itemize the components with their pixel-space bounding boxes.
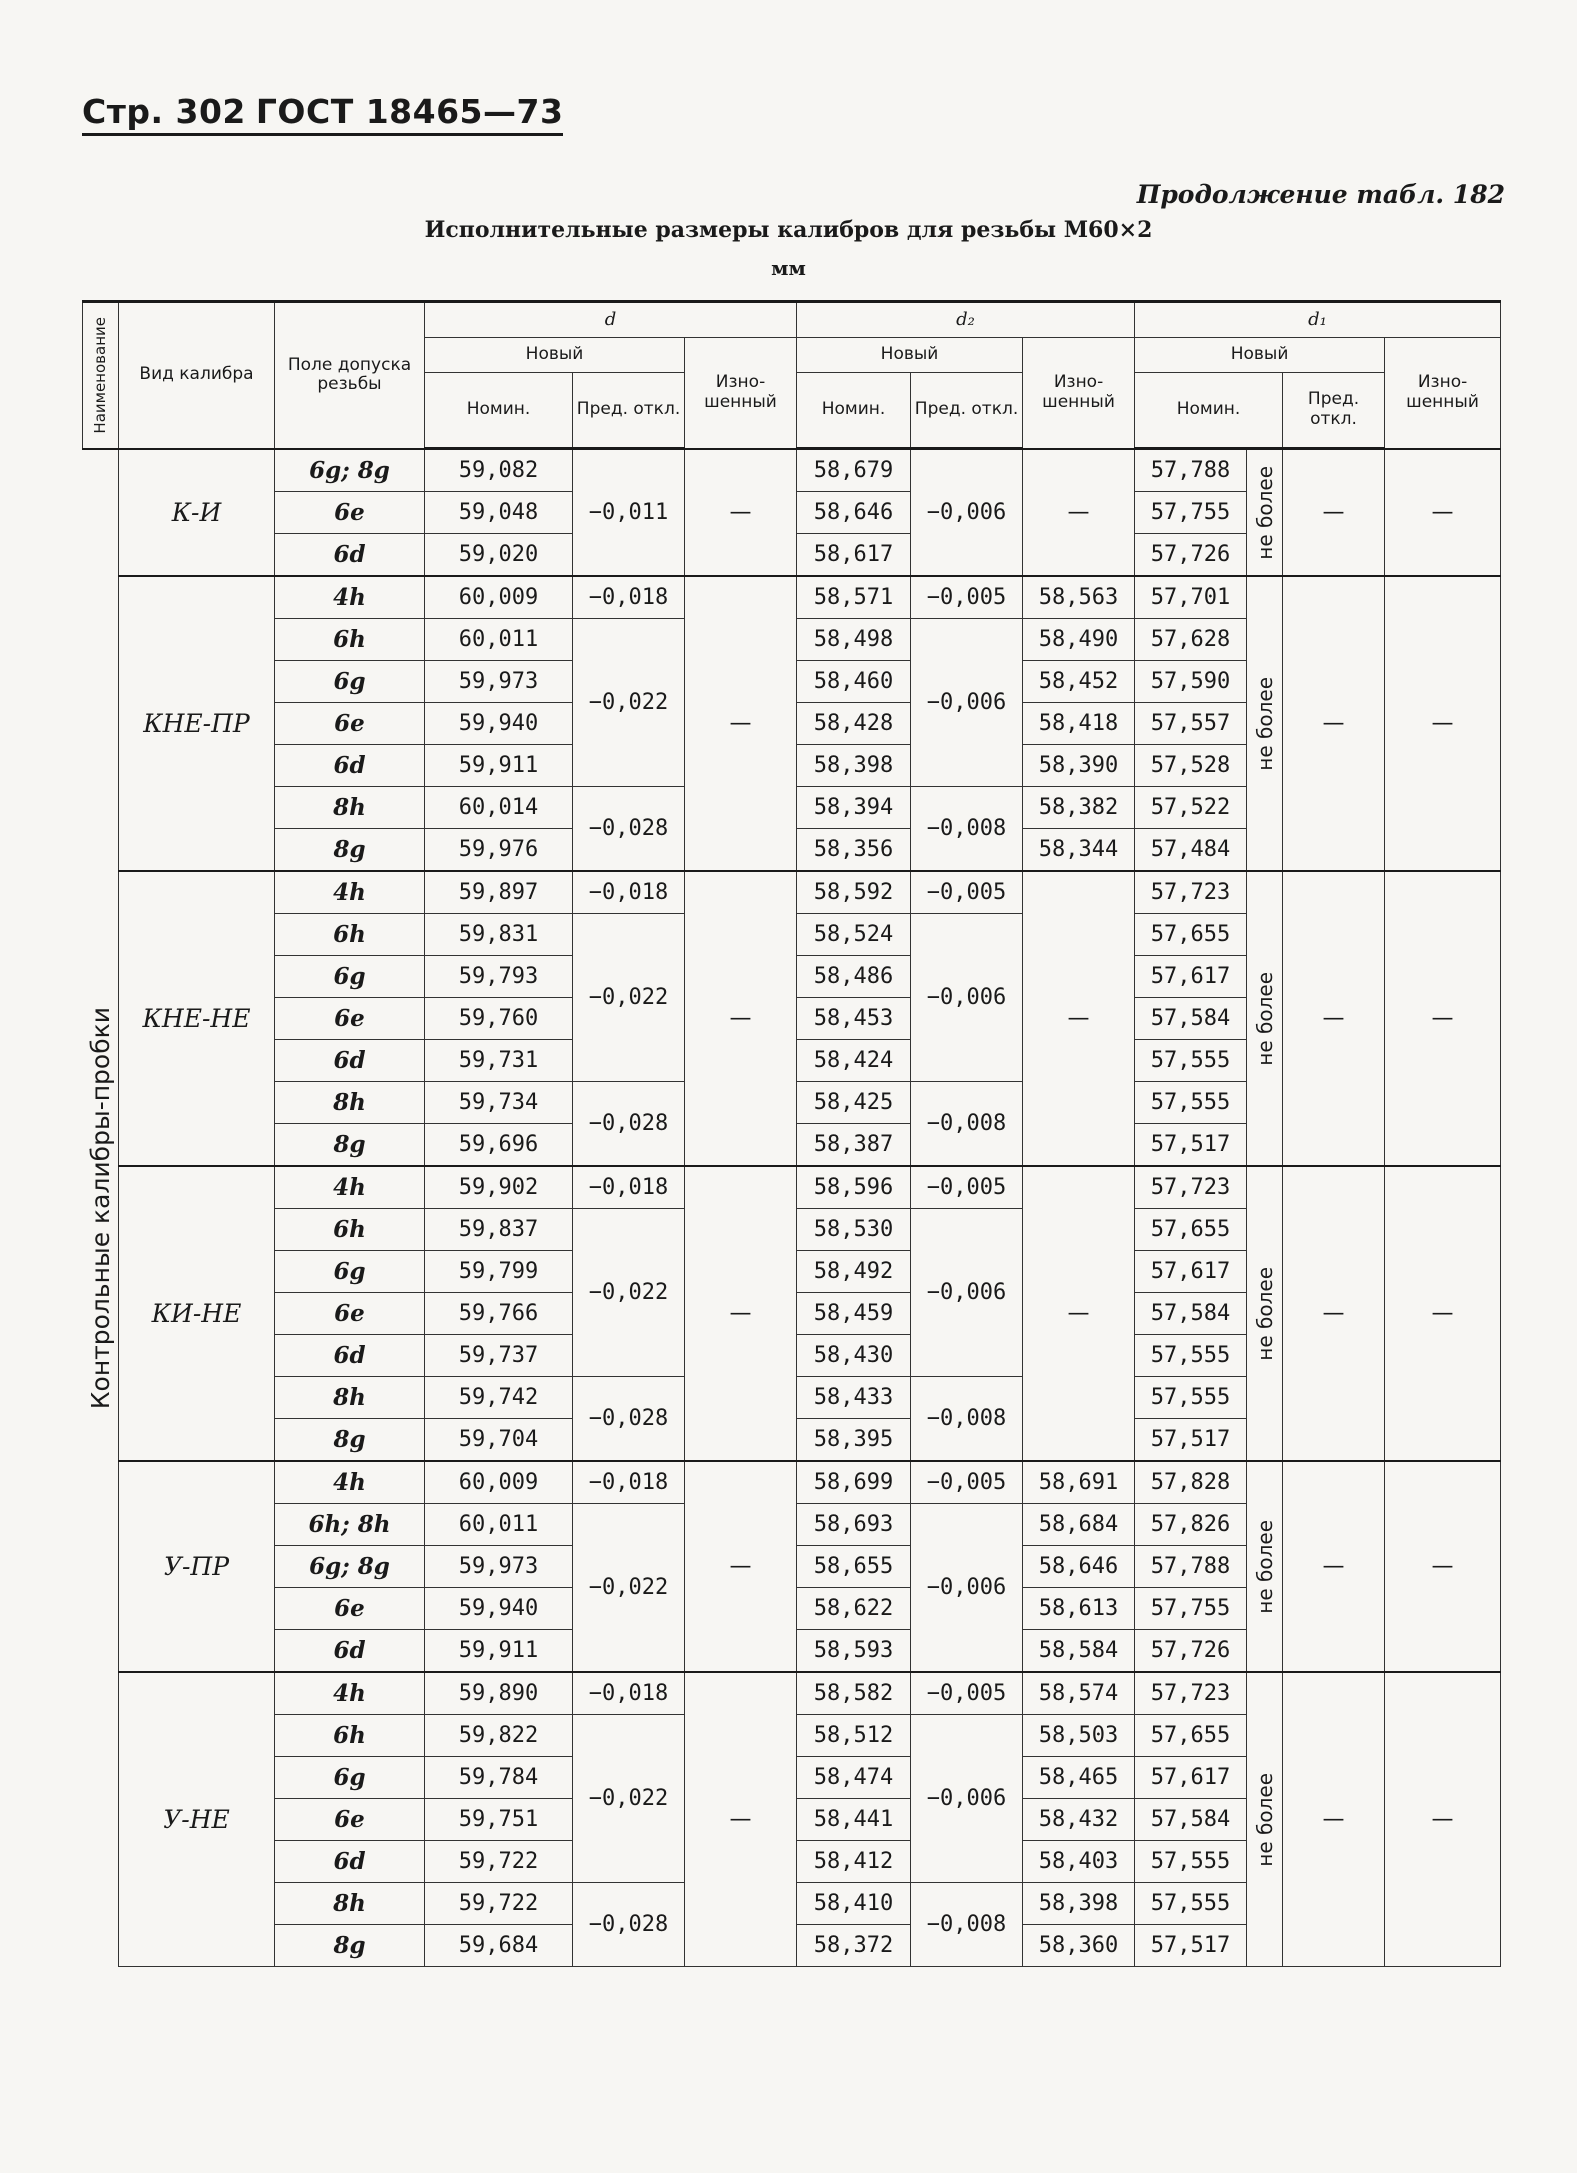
d2-deviation: −0,006 (911, 914, 1023, 1082)
d2-deviation: −0,005 (911, 576, 1023, 619)
d1-nominal: 57,584 (1135, 998, 1247, 1040)
d2-nominal: 58,410 (797, 1883, 911, 1925)
gauge-kind: У-ПР (119, 1461, 275, 1672)
d2-nominal: 58,622 (797, 1588, 911, 1630)
d-nominal: 59,902 (425, 1166, 573, 1209)
d2-deviation: −0,006 (911, 1209, 1023, 1377)
d-deviation: −0,022 (573, 619, 685, 787)
tolerance-field: 6g (275, 1757, 425, 1799)
d1-nominal: 57,701 (1135, 576, 1247, 619)
tolerance-field: 8h (275, 1377, 425, 1419)
d2-nominal: 58,699 (797, 1461, 911, 1504)
d2-nominal: 58,424 (797, 1040, 911, 1082)
d2-worn: 58,452 (1023, 661, 1135, 703)
d-nominal: 59,742 (425, 1377, 573, 1419)
d-nominal: 59,731 (425, 1040, 573, 1082)
table-row (83, 1166, 1501, 1209)
d1-nominal: 57,788 (1135, 1546, 1247, 1588)
d2-worn: 58,390 (1023, 745, 1135, 787)
d-worn: — (685, 1672, 797, 1967)
row-group-label (83, 449, 119, 1967)
d-deviation: −0,028 (573, 1377, 685, 1462)
d1-worn: — (1385, 871, 1501, 1166)
d-deviation: −0,018 (573, 1461, 685, 1504)
d1-nominal: 57,617 (1135, 1251, 1247, 1293)
d-nominal: 59,734 (425, 1082, 573, 1124)
tolerance-field: 4h (275, 1166, 425, 1209)
tolerance-field: 8h (275, 1883, 425, 1925)
d1-nominal: 57,726 (1135, 1630, 1247, 1673)
table-row (83, 449, 1501, 492)
standard-number: ГОСТ 18465—73 (255, 92, 564, 131)
d-deviation: −0,018 (573, 576, 685, 619)
not-more-text: не более (1252, 1772, 1277, 1867)
d1-nominal: 57,484 (1135, 829, 1247, 872)
d2-nominal: 58,394 (797, 787, 911, 829)
d1-nominal: 57,555 (1135, 1040, 1247, 1082)
d2-worn: 58,503 (1023, 1715, 1135, 1757)
d2-nominal: 58,512 (797, 1715, 911, 1757)
d2-deviation: −0,006 (911, 619, 1023, 787)
d2-worn: 58,490 (1023, 619, 1135, 661)
d-nominal: 59,760 (425, 998, 573, 1040)
d1-worn-header: Изно-шенный (1385, 338, 1501, 449)
not-more-text: не более (1252, 971, 1277, 1066)
d-nominal: 59,082 (425, 449, 573, 492)
d2-worn: — (1023, 449, 1135, 577)
col-tolerance-header: Поле допуска резьбы (275, 302, 425, 449)
d1-nom-header: Номин. (1135, 373, 1283, 449)
d-nominal: 59,831 (425, 914, 573, 956)
d-nominal: 59,799 (425, 1251, 573, 1293)
d1-deviation: — (1283, 1672, 1385, 1967)
d-nominal: 60,009 (425, 1461, 573, 1504)
tolerance-field: 6h; 8h (275, 1504, 425, 1546)
tolerance-field: 6h (275, 1209, 425, 1251)
d1-nominal: 57,723 (1135, 871, 1247, 914)
d1-nominal: 57,517 (1135, 1124, 1247, 1167)
table-row (83, 1461, 1501, 1504)
d2-nominal: 58,593 (797, 1630, 911, 1673)
d1-nominal: 57,557 (1135, 703, 1247, 745)
d2-nominal: 58,356 (797, 829, 911, 872)
d1-nominal: 57,655 (1135, 1209, 1247, 1251)
d-new-header: Новый (425, 338, 685, 373)
d-nominal: 59,837 (425, 1209, 573, 1251)
gauge-kind: К-И (119, 449, 275, 577)
d2-dev-header: Пред. откл. (911, 373, 1023, 449)
tolerance-field: 6g (275, 956, 425, 998)
d1-nominal: 57,522 (1135, 787, 1247, 829)
d-deviation: −0,022 (573, 1504, 685, 1673)
d-nominal: 59,976 (425, 829, 573, 872)
tolerance-field: 8g (275, 1124, 425, 1167)
d2-worn-header: Изно-шенный (1023, 338, 1135, 449)
d1-worn: — (1385, 1672, 1501, 1967)
tolerance-field: 6h (275, 914, 425, 956)
tolerance-field: 6e (275, 703, 425, 745)
tolerance-field: 6e (275, 1588, 425, 1630)
d-nominal: 59,704 (425, 1419, 573, 1462)
table-body (83, 449, 1501, 1967)
d1-not-more-note (1247, 1166, 1283, 1461)
d-nominal: 59,684 (425, 1925, 573, 1967)
col-kind-header: Вид калибра (119, 302, 275, 449)
d2-nominal: 58,441 (797, 1799, 911, 1841)
d2-worn: 58,360 (1023, 1925, 1135, 1967)
d-worn: — (685, 1166, 797, 1461)
d2-nominal: 58,592 (797, 871, 911, 914)
d1-nominal: 57,755 (1135, 492, 1247, 534)
d-nominal: 59,911 (425, 1630, 573, 1673)
d2-worn: 58,584 (1023, 1630, 1135, 1673)
d2-deviation: −0,006 (911, 1504, 1023, 1673)
gauge-kind: КНЕ-ПР (119, 576, 275, 871)
d-deviation: −0,011 (573, 449, 685, 577)
d1-nominal: 57,755 (1135, 1588, 1247, 1630)
d2-deviation: −0,008 (911, 1082, 1023, 1167)
not-more-text: не более (1252, 1266, 1277, 1361)
tolerance-field: 6d (275, 1040, 425, 1082)
d2-deviation: −0,008 (911, 787, 1023, 872)
d2-nominal: 58,398 (797, 745, 911, 787)
d2-nominal: 58,524 (797, 914, 911, 956)
d-deviation: −0,022 (573, 1209, 685, 1377)
d-nominal: 59,784 (425, 1757, 573, 1799)
d2-nominal: 58,459 (797, 1293, 911, 1335)
tolerance-field: 6h (275, 1715, 425, 1757)
d2-deviation: −0,005 (911, 1461, 1023, 1504)
d2-worn: 58,432 (1023, 1799, 1135, 1841)
d-nominal: 59,751 (425, 1799, 573, 1841)
d2-nominal: 58,372 (797, 1925, 911, 1967)
d-nominal: 59,973 (425, 1546, 573, 1588)
d2-worn: 58,418 (1023, 703, 1135, 745)
d-nominal: 60,014 (425, 787, 573, 829)
d2-worn: 58,691 (1023, 1461, 1135, 1504)
tolerance-field: 8h (275, 1082, 425, 1124)
d2-nominal: 58,430 (797, 1335, 911, 1377)
d-deviation: −0,022 (573, 1715, 685, 1883)
d2-deviation: −0,005 (911, 1166, 1023, 1209)
d2-nominal: 58,655 (797, 1546, 911, 1588)
d1-worn: — (1385, 1166, 1501, 1461)
d2-nominal: 58,646 (797, 492, 911, 534)
d-nom-header: Номин. (425, 373, 573, 449)
d-nominal: 59,940 (425, 703, 573, 745)
d1-nominal: 57,517 (1135, 1419, 1247, 1462)
d1-nominal: 57,723 (1135, 1672, 1247, 1715)
d2-worn: — (1023, 871, 1135, 1166)
d-worn: — (685, 871, 797, 1166)
tolerance-field: 8g (275, 1925, 425, 1967)
not-more-text: не более (1252, 465, 1277, 560)
d1-nominal: 57,617 (1135, 1757, 1247, 1799)
d1-nominal: 57,555 (1135, 1082, 1247, 1124)
d1-nominal: 57,555 (1135, 1883, 1247, 1925)
d2-worn: 58,398 (1023, 1883, 1135, 1925)
d-nominal: 59,696 (425, 1124, 573, 1167)
gauge-table (82, 300, 1501, 1967)
d2-deviation: −0,006 (911, 449, 1023, 577)
d2-worn: 58,382 (1023, 787, 1135, 829)
d1-not-more-note (1247, 449, 1283, 577)
d-nominal: 59,020 (425, 534, 573, 577)
tolerance-field: 6g; 8g (275, 449, 425, 492)
d2-nominal: 58,693 (797, 1504, 911, 1546)
d2-nominal: 58,486 (797, 956, 911, 998)
tolerance-field: 6g (275, 1251, 425, 1293)
col-d-header: d (425, 302, 797, 338)
d1-nominal: 57,826 (1135, 1504, 1247, 1546)
tolerance-field: 6e (275, 1293, 425, 1335)
d2-new-header: Новый (797, 338, 1023, 373)
d-nominal: 59,911 (425, 745, 573, 787)
not-more-text: не более (1252, 1519, 1277, 1614)
d2-deviation: −0,008 (911, 1883, 1023, 1967)
d1-nominal: 57,655 (1135, 1715, 1247, 1757)
d-deviation: −0,022 (573, 914, 685, 1082)
d1-worn: — (1385, 1461, 1501, 1672)
not-more-text: не более (1252, 676, 1277, 771)
d-worn: — (685, 449, 797, 577)
d2-deviation: −0,006 (911, 1715, 1023, 1883)
d2-nominal: 58,596 (797, 1166, 911, 1209)
d2-worn: 58,563 (1023, 576, 1135, 619)
tolerance-field: 8h (275, 787, 425, 829)
d-worn: — (685, 576, 797, 871)
d2-nominal: 58,474 (797, 1757, 911, 1799)
tolerance-field: 4h (275, 1461, 425, 1504)
col-name-header: Наименование (83, 302, 119, 449)
d1-nominal: 57,555 (1135, 1335, 1247, 1377)
d2-nominal: 58,412 (797, 1841, 911, 1883)
d2-worn: 58,344 (1023, 829, 1135, 872)
d-nominal: 59,793 (425, 956, 573, 998)
d2-nominal: 58,582 (797, 1672, 911, 1715)
d-deviation: −0,018 (573, 1672, 685, 1715)
tolerance-field: 6d (275, 1841, 425, 1883)
d2-nominal: 58,498 (797, 619, 911, 661)
d2-worn: 58,403 (1023, 1841, 1135, 1883)
d-nominal: 59,940 (425, 1588, 573, 1630)
d2-nom-header: Номин. (797, 373, 911, 449)
tolerance-field: 6g (275, 661, 425, 703)
d-dev-header: Пред. откл. (573, 373, 685, 449)
tolerance-field: 6e (275, 1799, 425, 1841)
tolerance-field: 6d (275, 745, 425, 787)
d1-nominal: 57,723 (1135, 1166, 1247, 1209)
d2-worn: 58,684 (1023, 1504, 1135, 1546)
d2-worn: 58,465 (1023, 1757, 1135, 1799)
d-deviation: −0,018 (573, 871, 685, 914)
d1-deviation: — (1283, 871, 1385, 1166)
d2-nominal: 58,425 (797, 1082, 911, 1124)
d-deviation: −0,028 (573, 1082, 685, 1167)
table-row (83, 576, 1501, 619)
d-nominal: 59,822 (425, 1715, 573, 1757)
d1-nominal: 57,590 (1135, 661, 1247, 703)
table-continuation: Продолжение табл. 182 (1136, 180, 1505, 209)
d2-nominal: 58,460 (797, 661, 911, 703)
d2-nominal: 58,617 (797, 534, 911, 577)
d1-deviation: — (1283, 576, 1385, 871)
d-nominal: 59,897 (425, 871, 573, 914)
d-nominal: 59,722 (425, 1841, 573, 1883)
d-nominal: 60,011 (425, 1504, 573, 1546)
col-d1-header: d₁ (1135, 302, 1501, 338)
tolerance-field: 6g; 8g (275, 1546, 425, 1588)
d2-nominal: 58,395 (797, 1419, 911, 1462)
d2-deviation: −0,008 (911, 1377, 1023, 1462)
d2-worn: 58,613 (1023, 1588, 1135, 1630)
d1-nominal: 57,517 (1135, 1925, 1247, 1967)
d2-worn: 58,646 (1023, 1546, 1135, 1588)
tolerance-field: 4h (275, 576, 425, 619)
d2-nominal: 58,428 (797, 703, 911, 745)
d-nominal: 59,048 (425, 492, 573, 534)
tolerance-field: 4h (275, 1672, 425, 1715)
col-d2-header: d₂ (797, 302, 1135, 338)
d1-nominal: 57,655 (1135, 914, 1247, 956)
page-number: Стр. 302 (82, 92, 246, 131)
d1-not-more-note (1247, 1461, 1283, 1672)
d2-worn: — (1023, 1166, 1135, 1461)
d2-nominal: 58,530 (797, 1209, 911, 1251)
d2-deviation: −0,005 (911, 1672, 1023, 1715)
d-nominal: 59,737 (425, 1335, 573, 1377)
d2-worn: 58,574 (1023, 1672, 1135, 1715)
tolerance-field: 6d (275, 534, 425, 577)
d1-deviation: — (1283, 449, 1385, 577)
d1-nominal: 57,828 (1135, 1461, 1247, 1504)
d1-nominal: 57,555 (1135, 1841, 1247, 1883)
d-deviation: −0,028 (573, 1883, 685, 1967)
d-deviation: −0,018 (573, 1166, 685, 1209)
tolerance-field: 6h (275, 619, 425, 661)
page-header (82, 92, 563, 136)
d1-nominal: 57,617 (1135, 956, 1247, 998)
d1-nominal: 57,788 (1135, 449, 1247, 492)
gauge-kind: КНЕ-НЕ (119, 871, 275, 1166)
d1-deviation: — (1283, 1461, 1385, 1672)
d1-dev-header: Пред. откл. (1283, 373, 1385, 449)
d2-nominal: 58,387 (797, 1124, 911, 1167)
d-worn-header: Изно-шенный (685, 338, 797, 449)
tolerance-field: 8g (275, 1419, 425, 1462)
table-unit: мм (771, 256, 806, 280)
d-deviation: −0,028 (573, 787, 685, 872)
d-nominal: 60,009 (425, 576, 573, 619)
gauge-kind: КИ-НЕ (119, 1166, 275, 1461)
d2-nominal: 58,679 (797, 449, 911, 492)
d2-nominal: 58,433 (797, 1377, 911, 1419)
tolerance-field: 6e (275, 492, 425, 534)
d-nominal: 59,766 (425, 1293, 573, 1335)
d1-not-more-note (1247, 1672, 1283, 1967)
d1-nominal: 57,528 (1135, 745, 1247, 787)
table-title: Исполнительные размеры калибров для резьбы М60×2 (424, 217, 1153, 243)
tolerance-field: 4h (275, 871, 425, 914)
outer-label-text: Контрольные калибры-пробки (85, 1006, 115, 1410)
d2-nominal: 58,571 (797, 576, 911, 619)
d1-new-header: Новый (1135, 338, 1385, 373)
d1-nominal: 57,726 (1135, 534, 1247, 577)
tolerance-field: 8g (275, 829, 425, 872)
gauge-kind: У-НЕ (119, 1672, 275, 1967)
tolerance-field: 6e (275, 998, 425, 1040)
d2-nominal: 58,492 (797, 1251, 911, 1293)
d2-deviation: −0,005 (911, 871, 1023, 914)
d-nominal: 59,973 (425, 661, 573, 703)
tolerance-field: 6d (275, 1630, 425, 1673)
d1-nominal: 57,584 (1135, 1799, 1247, 1841)
d1-not-more-note (1247, 871, 1283, 1166)
d1-nominal: 57,584 (1135, 1293, 1247, 1335)
d1-worn: — (1385, 449, 1501, 577)
tolerance-field: 6d (275, 1335, 425, 1377)
table-row (83, 871, 1501, 914)
d1-nominal: 57,555 (1135, 1377, 1247, 1419)
d2-nominal: 58,453 (797, 998, 911, 1040)
d1-worn: — (1385, 576, 1501, 871)
d-nominal: 60,011 (425, 619, 573, 661)
d1-not-more-note (1247, 576, 1283, 871)
d-nominal: 59,890 (425, 1672, 573, 1715)
d-worn: — (685, 1461, 797, 1672)
table-row (83, 1672, 1501, 1715)
d1-deviation: — (1283, 1166, 1385, 1461)
d-nominal: 59,722 (425, 1883, 573, 1925)
d1-nominal: 57,628 (1135, 619, 1247, 661)
